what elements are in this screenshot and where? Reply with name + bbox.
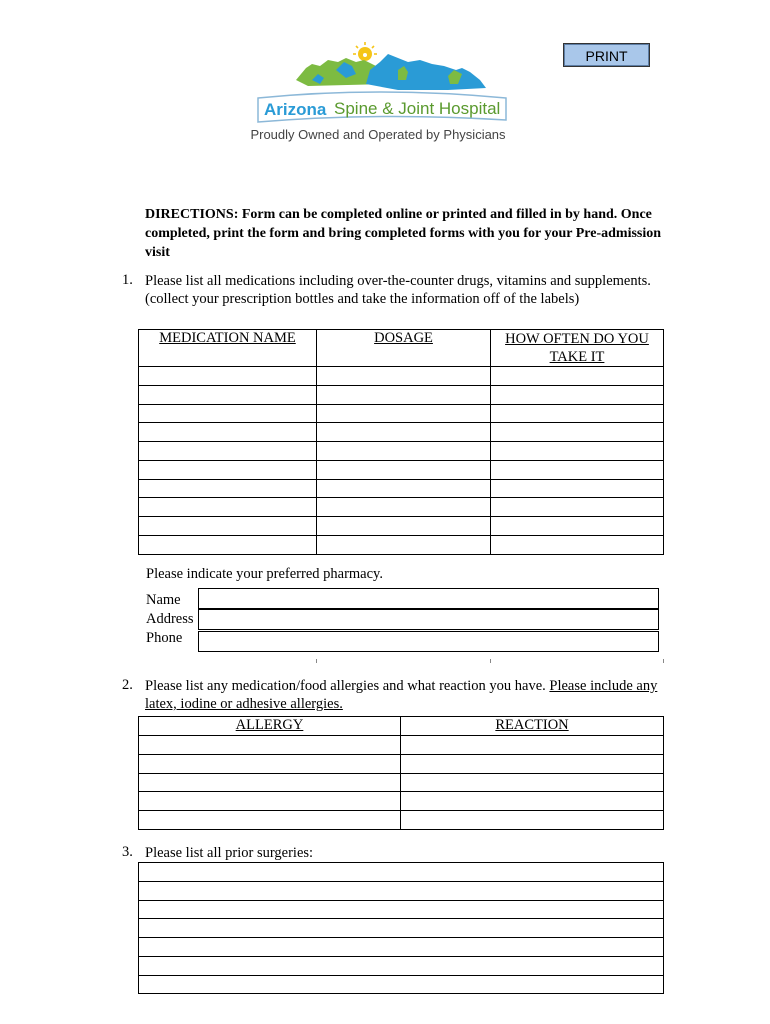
table-row [139,517,664,536]
medication-cell[interactable] [317,460,491,479]
table-row [139,442,664,461]
allergy-cell[interactable] [139,811,401,830]
q3-text: Please list all prior surgeries: [145,845,314,861]
medication-cell[interactable] [491,404,664,423]
surgery-cell[interactable] [139,900,664,919]
surgery-input[interactable] [139,882,663,900]
table-row [139,881,664,900]
medication-input[interactable] [139,480,316,498]
medication-cell[interactable] [139,367,317,386]
allergy-input[interactable] [401,792,663,810]
surgery-input[interactable] [139,919,663,937]
medication-cell[interactable] [317,367,491,386]
medication-input[interactable] [491,480,663,498]
allergy-input[interactable] [139,736,400,754]
medication-input[interactable] [139,386,316,404]
medication-cell[interactable] [317,498,491,517]
allergy-input[interactable] [401,736,663,754]
logo-name-part1: Arizona [264,100,327,119]
allergy-header: ALLERGY [139,717,401,736]
table-row [139,404,664,423]
table-row [139,736,664,755]
medication-input[interactable] [491,386,663,404]
pharmacy-phone-field[interactable] [198,631,659,652]
medication-cell[interactable] [139,479,317,498]
table-row [139,367,664,386]
medication-input[interactable] [491,461,663,479]
allergy-input[interactable] [139,755,400,773]
q1-text: Please list all medications including over-the-counter drugs, vitamins and supplements. (collect your prescription bottles and take the information off of the labels) [145,273,651,307]
allergy-input[interactable] [139,811,400,829]
mountains-icon [296,54,486,90]
medication-cell[interactable] [491,460,664,479]
medication-cell[interactable] [317,535,491,554]
table-row [139,498,664,517]
table-row [139,975,664,994]
medication-input[interactable] [317,517,490,535]
surgery-cell[interactable] [139,863,664,882]
medication-input[interactable] [317,442,490,460]
medication-cell[interactable] [139,385,317,404]
medication-input[interactable] [139,517,316,535]
q1-number: 1. [122,272,133,288]
allergy-cell[interactable] [401,811,664,830]
medication-input[interactable] [317,423,490,441]
medication-input[interactable] [139,423,316,441]
medication-cell[interactable] [317,442,491,461]
logo-name-part2: Spine & Joint Hospital [334,99,501,118]
medication-input[interactable] [139,442,316,460]
medication-input[interactable] [317,536,490,554]
allergies-table [138,716,664,830]
dosage-header: DOSAGE [317,330,491,367]
allergy-input[interactable] [139,792,400,810]
medication-input[interactable] [317,498,490,516]
medication-input[interactable] [139,461,316,479]
surgery-input[interactable] [139,938,663,956]
print-button[interactable]: PRINT [563,43,650,67]
pharmacy-name-field[interactable] [198,588,659,609]
tagline: Proudly Owned and Operated by Physicians [250,127,506,142]
pharmacy-prompt: Please indicate your preferred pharmacy. [146,566,383,582]
allergy-input[interactable] [401,774,663,792]
surgery-input[interactable] [139,957,663,975]
medication-input[interactable] [491,423,663,441]
surgeries-table [138,862,664,994]
pharmacy-address-label: Address [146,611,194,627]
medication-cell[interactable] [139,517,317,536]
surgery-cell[interactable] [139,956,664,975]
medication-cell[interactable] [491,423,664,442]
medication-cell[interactable] [491,385,664,404]
divider-tick [316,659,317,663]
surgery-cell[interactable] [139,919,664,938]
medication-cell[interactable] [317,479,491,498]
pharmacy-address-input[interactable] [199,610,658,629]
medication-input[interactable] [491,442,663,460]
table-row [139,385,664,404]
medication-cell[interactable] [491,535,664,554]
medication-cell[interactable] [139,404,317,423]
medication-cell[interactable] [317,385,491,404]
pharmacy-phone-label: Phone [146,630,183,646]
medication-cell[interactable] [491,367,664,386]
allergy-cell[interactable] [139,754,401,773]
q2-text: Please list any medication/food allergies and what reaction you have. Please include any latex, iodine or adhesive allergies. [145,678,658,712]
table-row [139,792,664,811]
table-row [139,919,664,938]
medication-input[interactable] [317,405,490,423]
medication-input[interactable] [491,367,663,385]
allergy-cell[interactable] [139,736,401,755]
pharmacy-name-label: Name [146,592,181,608]
medication-input[interactable] [139,498,316,516]
table-row [139,773,664,792]
table-row [139,900,664,919]
surgery-input[interactable] [139,863,663,881]
allergy-input[interactable] [401,755,663,773]
table-row [139,863,664,882]
allergy-cell[interactable] [401,754,664,773]
medication-input[interactable] [317,367,490,385]
allergy-input[interactable] [401,811,663,829]
table-row [139,754,664,773]
allergy-cell[interactable] [401,792,664,811]
allergy-cell[interactable] [139,773,401,792]
surgery-cell[interactable] [139,881,664,900]
directions-text: DIRECTIONS: Form can be completed online or printed and filled in by hand. Once completed, print the form and bring completed forms with you for your Pre-admission visit [145,207,662,260]
medication-input[interactable] [139,536,316,554]
medication-input[interactable] [491,517,663,535]
allergy-input[interactable] [139,774,400,792]
medications-table [138,329,664,555]
allergy-cell[interactable] [401,773,664,792]
q2-number: 2. [122,677,133,693]
medication-cell[interactable] [139,460,317,479]
reaction-header: REACTION [401,717,664,736]
q3-number: 3. [122,844,133,860]
sun-icon [353,42,377,61]
medication-cell[interactable] [317,423,491,442]
medication-cell[interactable] [491,479,664,498]
medication-cell[interactable] [317,404,491,423]
how-often-header: HOW OFTEN DO YOU TAKE IT [491,330,664,367]
medication-input[interactable] [491,405,663,423]
medication-cell[interactable] [139,535,317,554]
allergy-cell[interactable] [401,736,664,755]
surgery-input[interactable] [139,901,663,919]
table-header-row [139,330,664,367]
medication-input[interactable] [317,461,490,479]
medication-input[interactable] [317,480,490,498]
medication-input[interactable] [491,498,663,516]
pharmacy-address-field[interactable] [198,609,659,630]
pharmacy-name-input[interactable] [199,589,658,608]
pharmacy-phone-input[interactable] [199,632,658,651]
surgery-input[interactable] [139,976,663,994]
surgery-cell[interactable] [139,975,664,994]
table-row [139,479,664,498]
medication-input[interactable] [491,536,663,554]
table-row [139,423,664,442]
divider-tick [490,659,491,663]
medication-cell[interactable] [139,423,317,442]
medication-name-header: MEDICATION NAME [139,330,317,367]
medication-cell[interactable] [139,442,317,461]
medication-input[interactable] [139,367,316,385]
medication-input[interactable] [317,386,490,404]
table-row [139,460,664,479]
allergy-cell[interactable] [139,792,401,811]
table-row [139,811,664,830]
medication-cell[interactable] [317,517,491,536]
q2-underlined-text: Please include any latex, iodine or adhesive allergies. [145,678,658,712]
medication-cell[interactable] [491,442,664,461]
medication-input[interactable] [139,405,316,423]
medication-cell[interactable] [139,498,317,517]
table-row [139,938,664,957]
table-row [139,535,664,554]
medication-cell[interactable] [491,498,664,517]
divider-tick [663,659,664,663]
table-row [139,956,664,975]
surgery-cell[interactable] [139,938,664,957]
medication-cell[interactable] [491,517,664,536]
table-header-row [139,717,664,736]
